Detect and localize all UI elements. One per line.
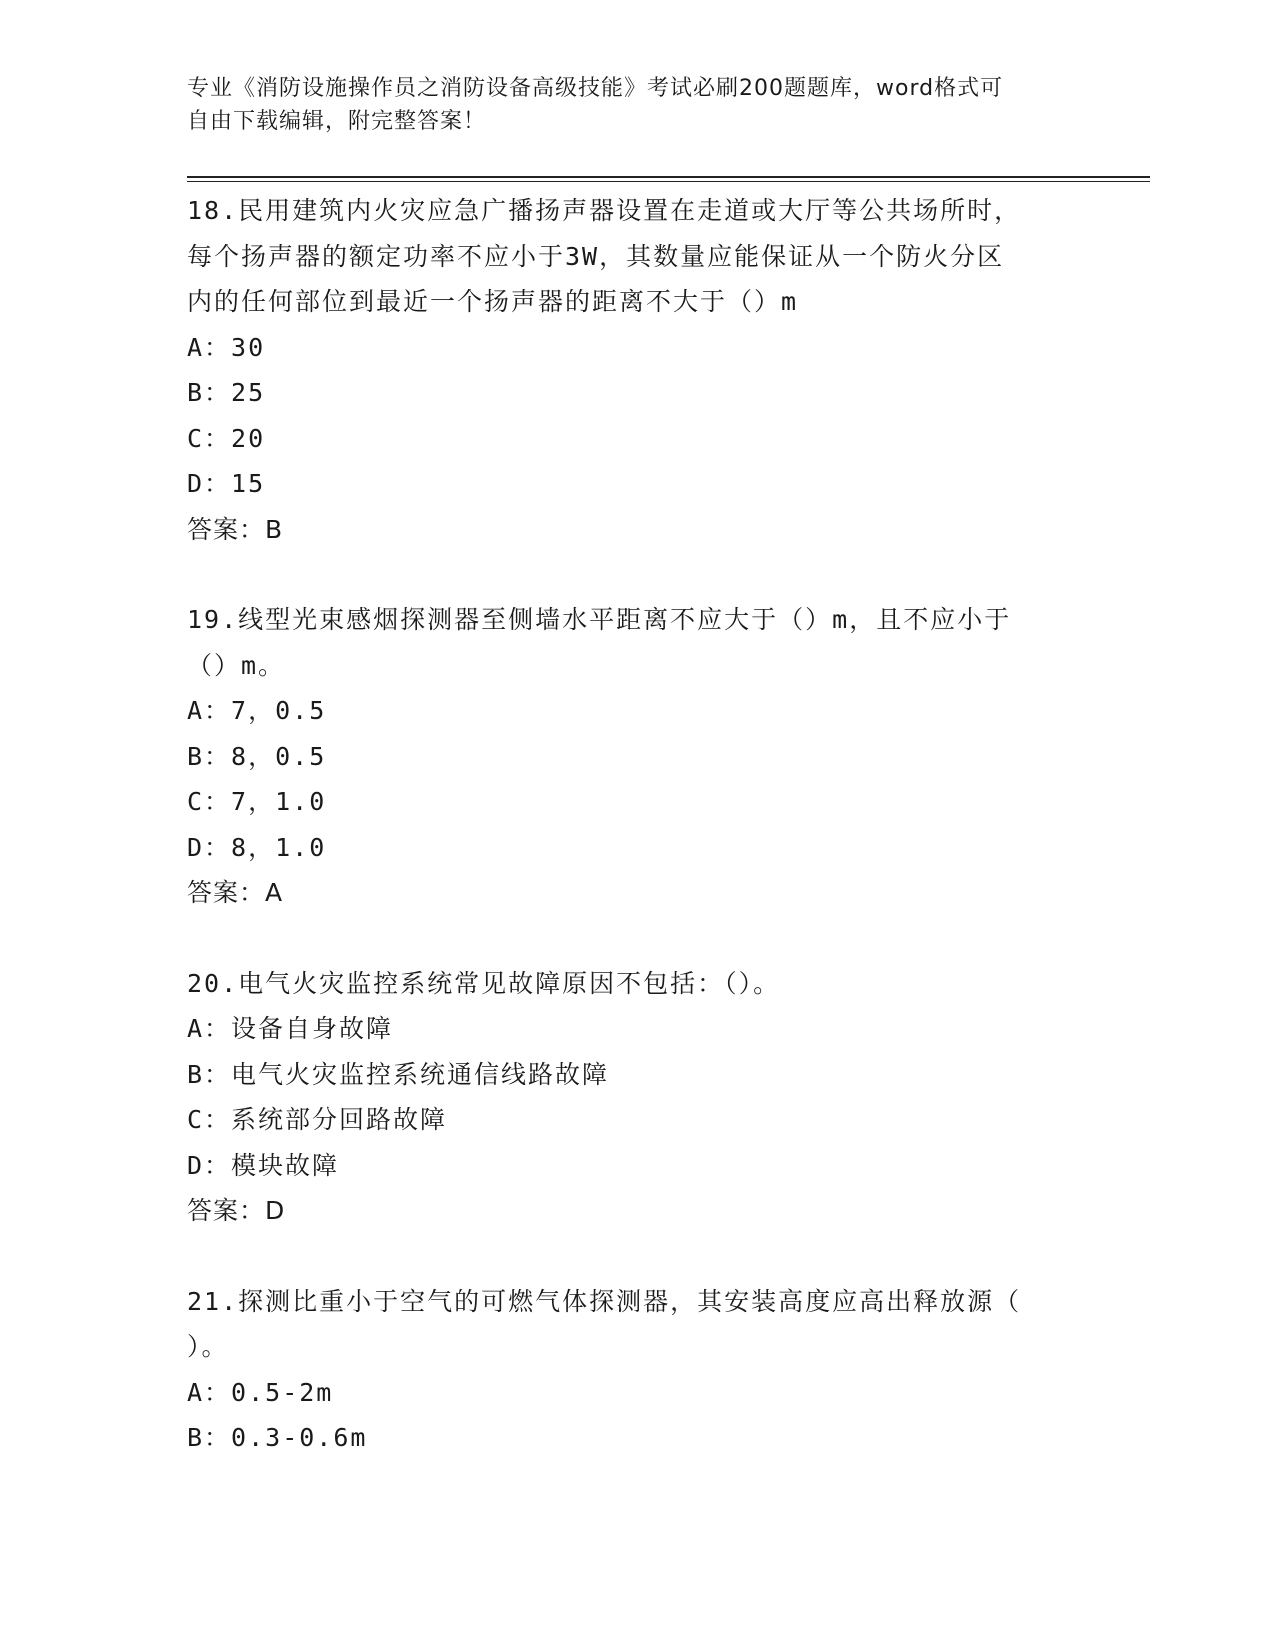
question-21 [187, 1279, 1067, 1461]
question-text-line: 21.探测比重小于空气的可燃气体探测器，其安装高度应高出释放源（ [187, 1286, 1022, 1316]
question-spacer [187, 552, 1067, 597]
document-header [187, 72, 1067, 138]
question-text-line: 内的任何部位到最近一个扬声器的距离不大于（）m [187, 287, 799, 316]
option-a: A：0.5-2m [187, 1377, 334, 1407]
question-text-line: 19.线型光束感烟探测器至侧墙水平距离不应大于（）m，且不应小于 [187, 605, 1012, 634]
question-text-line: 每个扬声器的额定功率不应小于3W，其数量应能保证从一个防火分区 [187, 241, 1005, 271]
question-text-line: ）。 [187, 1332, 229, 1361]
answer-line: 答案：A [187, 878, 284, 907]
question-text-line: 18.民用建筑内火灾应急广播扬声器设置在走道或大厅等公共场所时， [187, 196, 1022, 225]
question-18 [187, 188, 1067, 552]
option-c: C：系统部分回路故障 [187, 1105, 448, 1134]
question-text-line: 20.电气火灾监控系统常见故障原因不包括：（）。 [187, 968, 781, 998]
option-a: A：设备自身故障 [187, 1014, 394, 1043]
option-a: A：7，0.5 [187, 696, 327, 725]
header-line-2: 自由下载编辑，附完整答案！ [187, 109, 487, 134]
answer-line: 答案：D [187, 1196, 286, 1225]
option-b: B：0.3-0.6m [187, 1423, 368, 1452]
question-text-line: （）m。 [187, 650, 286, 680]
option-a: A：30 [187, 332, 266, 362]
option-c: C：7，1.0 [187, 787, 327, 816]
option-b: B：25 [187, 378, 266, 407]
option-b: B：8，0.5 [187, 741, 327, 771]
header-line-1: 专业《消防设施操作员之消防设备高级技能》考试必刷200题题库，word格式可 [187, 76, 1004, 101]
option-d: D：8，1.0 [187, 832, 327, 862]
option-b: B：电气火灾监控系统通信线路故障 [187, 1059, 610, 1089]
question-spacer [187, 1234, 1067, 1279]
option-c: C：20 [187, 423, 266, 453]
header-rule-thick [187, 176, 1150, 178]
question-list [187, 188, 1067, 1461]
question-spacer [187, 916, 1067, 961]
option-d: D：15 [187, 469, 266, 498]
option-d: D：模块故障 [187, 1150, 340, 1180]
header-rule-thin [187, 181, 1150, 182]
question-20 [187, 961, 1067, 1234]
answer-line: 答案：B [187, 514, 284, 544]
question-19 [187, 597, 1067, 916]
